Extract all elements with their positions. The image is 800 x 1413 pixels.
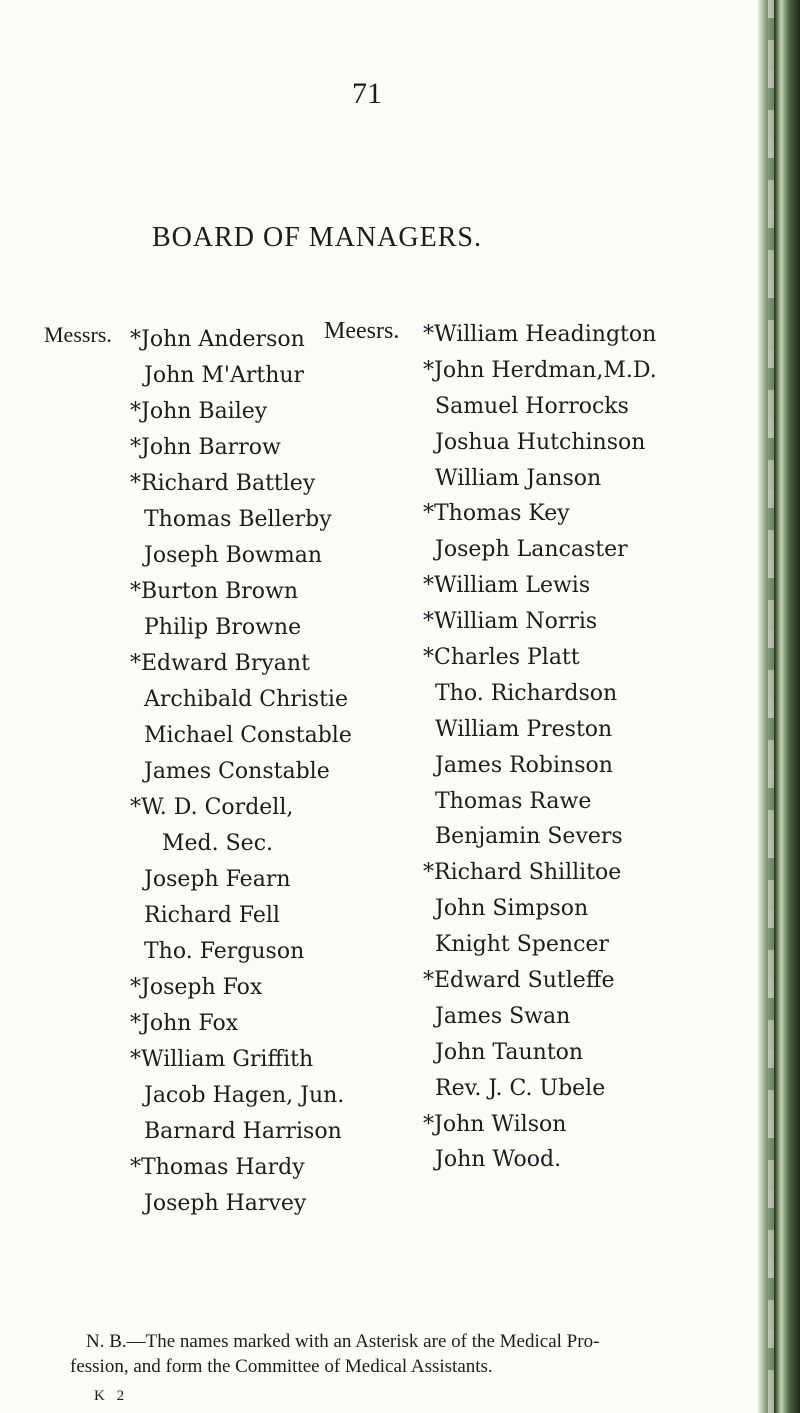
manager-name: Joseph Lancaster [435,537,628,563]
manager-name: *Richard Shillitoe [423,860,622,886]
manager-name: Philip Browne [144,615,302,640]
manager-name: John M'Arthur [144,363,305,388]
manager-name: Richard Fell [144,903,280,928]
manager-name: James Constable [144,759,330,784]
manager-name: Thomas Bellerby [144,507,332,532]
manager-name: *Edward Sutleffe [423,968,615,994]
manager-name: Benjamin Severs [435,824,623,850]
manager-name: Joseph Fearn [144,867,291,892]
manager-name: *John Fox [130,1011,239,1036]
manager-name: *Charles Platt [423,645,580,671]
manager-name: Samuel Horrocks [435,393,629,419]
manager-name: Jacob Hagen, Jun. [144,1083,345,1108]
manager-name: Rev. J. C. Ubele [435,1075,606,1101]
manager-name: John Taunton [435,1039,584,1065]
manager-name: Michael Constable [144,723,352,748]
manager-name: Knight Spencer [435,932,609,958]
footnote-line-2: fession, and form the Committee of Medical Assistants. [70,1356,493,1377]
manager-name: *John Bailey [130,399,268,424]
managers-list-left [130,322,352,1222]
managers-list-right [423,317,758,1178]
manager-name: *William Griffith [130,1047,314,1072]
manager-name: William Janson [435,465,602,491]
manager-name: John Simpson [435,896,589,922]
manager-name: *Joseph Fox [130,975,263,1000]
signature-mark: K 2 [94,1388,129,1404]
manager-name: *Burton Brown [130,579,299,604]
manager-name: *Thomas Hardy [130,1155,305,1180]
manager-name: James Robinson [435,752,613,778]
page-number: 71 [352,77,382,110]
manager-name: William Preston [435,716,613,742]
manager-title: Med. Sec. [162,831,274,856]
manager-name: *Richard Battley [130,471,316,496]
manager-name: *William Headington [423,322,657,347]
manager-name: *Edward Bryant [130,651,310,676]
footnote-line-1: N. B.—The names marked with an Asterisk are of the Medical Pro- [86,1331,600,1352]
manager-name: *John Barrow [130,435,281,460]
manager-name: Tho. Richardson [435,680,618,706]
manager-name: Joshua Hutchinson [435,429,646,455]
page-edge-binding [758,0,800,1413]
manager-name: Barnard Harrison [144,1119,342,1144]
manager-name: Joseph Harvey [144,1191,307,1216]
messrs-label-left: Messrs. [44,322,112,347]
manager-name: *John Wilson [423,1111,567,1137]
manager-name: Joseph Bowman [144,543,323,568]
manager-name: John Wood. [435,1147,562,1173]
manager-name: *William Lewis [423,573,591,599]
manager-name: *Thomas Key [423,501,570,527]
manager-name: Thomas Rawe [435,788,592,814]
manager-name: Archibald Christie [144,687,348,712]
manager-name: *W. D. Cordell, [130,795,294,820]
manager-name: Tho. Ferguson [144,939,305,964]
manager-name: *William Norris [423,609,598,635]
page-title: BOARD OF MANAGERS. [152,222,482,253]
manager-name: James Swan [435,1003,571,1029]
manager-name: *John Anderson [130,327,305,352]
manager-name: *John Herdman,M.D. [423,357,657,383]
messrs-label-right: Meesrs. [324,318,400,344]
